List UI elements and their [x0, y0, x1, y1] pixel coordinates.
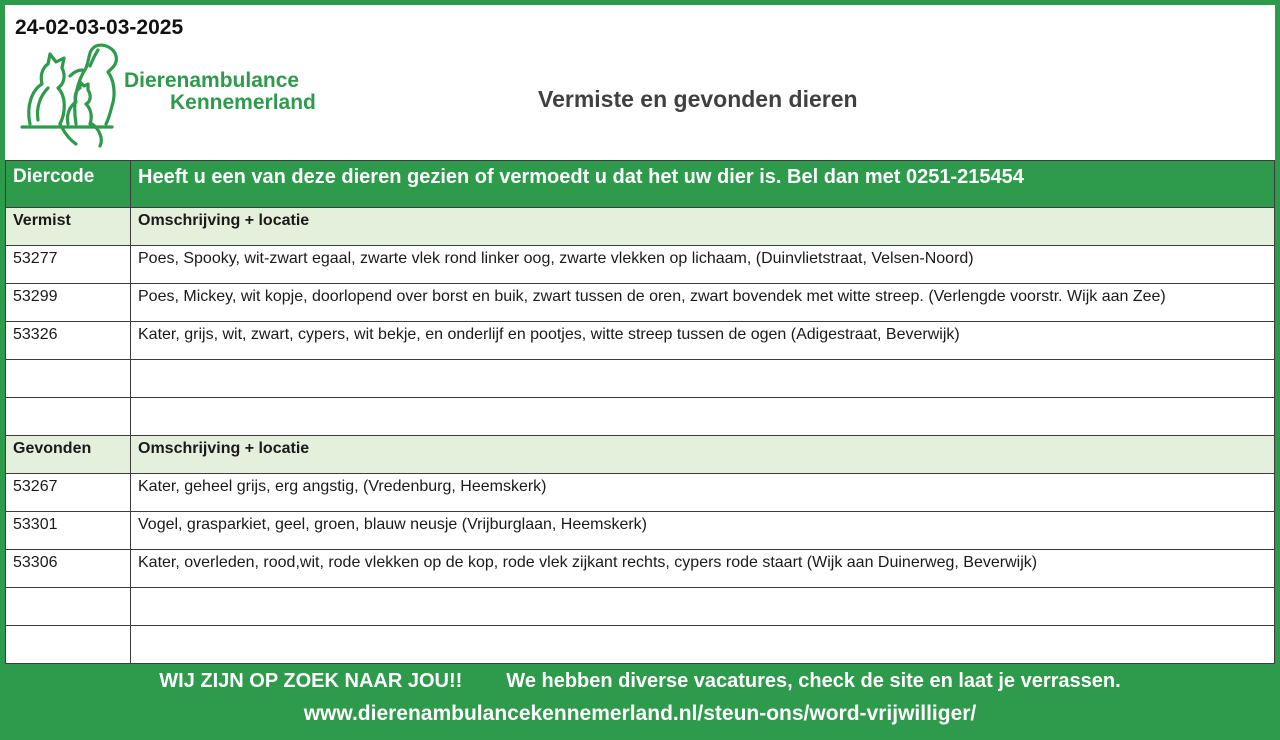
table-row — [6, 550, 1275, 588]
footer-vacancies-text: We hebben diverse vacatures, check de site en laat je verrassen. — [506, 670, 1121, 692]
animal-description: Kater, overleden, rood,wit, rode vlekken op de kop, rode vlek zijkant rechts, cypers rode staart (Wijk aan Duinerweg, Beverwijk) — [131, 550, 1275, 588]
animal-code: 53326 — [6, 322, 131, 360]
table-row — [6, 322, 1275, 360]
animal-code — [6, 398, 131, 436]
table-header-row — [6, 161, 1275, 208]
section-label-missing: Vermist — [6, 208, 131, 246]
animal-description — [131, 626, 1275, 664]
logo-line-1: Dierenambulance — [124, 69, 300, 92]
animal-description: Vogel, grasparkiet, geel, groen, blauw neusje (Vrijburglaan, Heemskerk) — [131, 512, 1275, 550]
animal-code — [6, 360, 131, 398]
animal-description — [131, 360, 1275, 398]
animal-code: 53267 — [6, 474, 131, 512]
table-row — [6, 512, 1275, 550]
table-row-empty — [6, 360, 1275, 398]
section-missing-header — [6, 208, 1275, 246]
animals-table — [5, 160, 1275, 664]
footer-banner — [0, 664, 1280, 740]
section-found-header — [6, 436, 1275, 474]
footer-line-1 — [0, 670, 1280, 693]
page-title: Vermiste en gevonden dieren — [538, 86, 858, 112]
animal-description — [131, 588, 1275, 626]
animal-description — [131, 398, 1275, 436]
table-row — [6, 284, 1275, 322]
animal-description: Kater, geheel grijs, erg angstig, (Vredenburg, Heemskerk) — [131, 474, 1275, 512]
section-description-header: Omschrijving + locatie — [131, 436, 1275, 474]
animal-code: 53299 — [6, 284, 131, 322]
animal-description: Poes, Mickey, wit kopje, doorlopend over borst en buik, zwart tussen de oren, zwart bovendek met witte streep. (Verlengde voorstr. Wijk aan Zee) — [131, 284, 1275, 322]
header-diercode: Diercode — [6, 161, 131, 208]
animal-code: 53277 — [6, 246, 131, 284]
table-row-empty — [6, 398, 1275, 436]
table-row — [6, 474, 1275, 512]
animal-description: Poes, Spooky, wit-zwart egaal, zwarte vlek rond linker oog, zwarte vlekken op lichaam, (Duinvlietstraat, Velsen-Noord) — [131, 246, 1275, 284]
footer-url-link[interactable]: www.dierenambulancekennemerland.nl/steun-ons/word-vrijwilliger/ — [303, 702, 977, 725]
logo-text — [124, 70, 316, 114]
animal-description: Kater, grijs, wit, zwart, cypers, wit bekje, en onderlijf en pootjes, witte streep tussen de ogen (Adigestraat, Beverwijk) — [131, 322, 1275, 360]
table-row-empty — [6, 626, 1275, 664]
header-call-info: Heeft u een van deze dieren gezien of vermoedt u dat het uw dier is. Bel dan met 0251-215454 — [131, 161, 1275, 208]
animal-code — [6, 626, 131, 664]
table-row — [6, 246, 1275, 284]
date-range: 24-02-03-03-2025 — [15, 16, 184, 39]
animal-code: 53301 — [6, 512, 131, 550]
animal-code — [6, 588, 131, 626]
section-description-header: Omschrijving + locatie — [131, 208, 1275, 246]
footer-recruit-text: WIJ ZIJN OP ZOEK NAAR JOU!! — [159, 670, 463, 692]
logo-line-2: Kennemerland — [170, 91, 316, 114]
table-row-empty — [6, 588, 1275, 626]
animal-code: 53306 — [6, 550, 131, 588]
section-label-found: Gevonden — [6, 436, 131, 474]
